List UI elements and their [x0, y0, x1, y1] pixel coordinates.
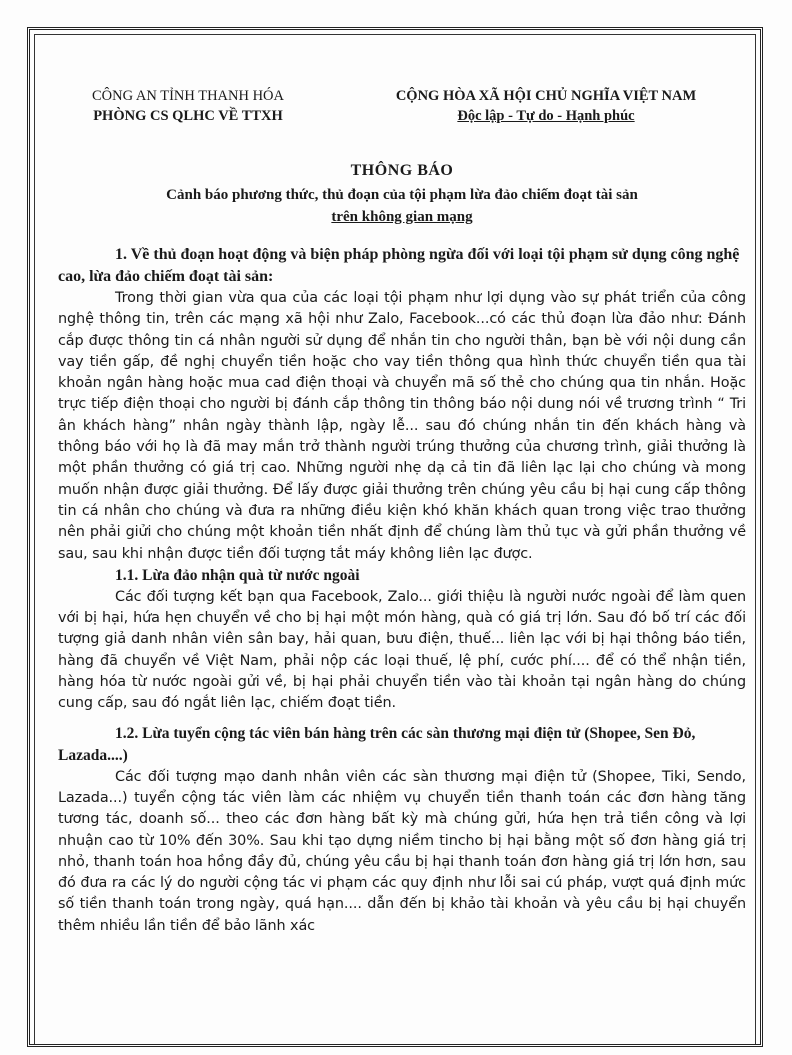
national-heading	[346, 86, 746, 126]
department-name: PHÒNG CS QLHC VỀ TTXH	[93, 108, 283, 124]
document-title: THÔNG BÁO	[350, 162, 454, 179]
agency-name: CÔNG AN TỈNH THANH HÓA	[92, 88, 284, 104]
national-motto: Độc lập - Tự do - Hạnh phúc	[457, 108, 635, 124]
document-header	[58, 86, 746, 126]
document-subtitle	[58, 184, 746, 228]
issuing-agency	[58, 86, 318, 126]
document-body	[58, 86, 746, 937]
section-1-2-paragraph: Các đối tượng mạo danh nhân viên các sàn thương mại điện tử (Shopee, Tiki, Sendo, Lazada...) tuyển cộng tác viên làm các nhiệm vụ chuyển tiền thanh toán các đơn hàng tăng tương tác, doanh số... theo các đơn hàng bất kỳ mà chúng gửi, hứa hẹn trả tiền công và lợi nhuận cao từ 10% đến 30%. Sau khi tạo dựng niềm tincho bị hại bằng một số đơn hàng giá trị nhỏ, thanh toán hoa hồng đầy đủ, chúng yêu cầu bị hại thanh toán đơn hàng giá trị lớn hơn, sau đó đưa ra các lý do người cộng tác vi phạm các quy định như lỗi sai cú pháp, vượt quá định mức số tiền thanh toán trong ngày, quá hạn.... dẫn đến bị khảo tài khoản và yêu cầu bị hại chuyển thêm nhiều lần tiền để bảo lãnh xác	[58, 768, 746, 934]
subtitle-line-2: trên không gian mạng	[331, 209, 473, 225]
subtitle-line-1: Cảnh báo phương thức, thủ đoạn của tội phạm lừa đảo chiếm đoạt tài sản	[166, 187, 638, 203]
section-1-2-heading: 1.2. Lừa tuyển cộng tác viên bán hàng trên các sàn thương mại điện tử (Shopee, Sen Đỏ, Lazada....)	[58, 724, 696, 764]
section-1-1-paragraph: Các đối tượng kết bạn qua Facebook, Zalo... giới thiệu là người nước ngoài để làm quen với bị hại, hứa hẹn chuyển về cho bị hại một món hàng, quà có giá trị lớn. Sau đó bố trí các đối tượng giả danh nhân viên sân bay, hải quan, bưu điện, thuế... liên lạc với bị hại thông báo tiền, hàng đã chuyển về Việt Nam, phải nộp các loại thuế, lệ phí, cước phí.... để có thể nhận tiền, hàng hóa từ nước ngoài gửi về, bị hại phải chuyển tiền vào tài khoản tại ngân hàng do chúng cung cấp, sau đó ngắt liên lạc, chiếm đoạt tiền.	[58, 588, 746, 712]
country-name: CỘNG HÒA XÃ HỘI CHỦ NGHĨA VIỆT NAM	[395, 88, 697, 104]
section-1-heading: 1. Về thủ đoạn hoạt động và biện pháp phòng ngừa đối với loại tội phạm sử dụng công nghệ cao, lừa đảo chiếm đoạt tài sản:	[58, 246, 740, 285]
section-1-paragraph: Trong thời gian vừa qua của các loại tội phạm như lợi dụng vào sự phát triển của công nghệ thông tin, trên các mạng xã hội như Zalo, Facebook...có các thủ đoạn lừa đảo như: Đánh cắp được thông tin cá nhân người sử dụng để nhắn tin cho người thân, bạn bè với nội dung cần vay tiền gấp, đề nghị chuyển tiền hoặc cho vay tiền thông qua hình thức chuyển tiền qua tài khoản ngân hàng hoặc mua cad điện thoại và chuyển mã số thẻ cho chúng qua tin nhắn. Hoặc trực tiếp điện thoại cho người bị đánh cắp thông tin thông báo nội dung nói về trương trình “ Tri ân khách hàng” nhân ngày thành lập, ngày lễ... sau đó chúng nhắn tin đến khách hàng và thông báo với họ là đã may mắn trở thành người trúng thưởng của chương trình, giải thưởng là một phần thưởng có giá trị cao. Những người nhẹ dạ cả tin đã liên lạc lại cho chúng và mong muốn nhận được giải thưởng. Để lấy được giải thưởng trên chúng yêu cầu bị hại cung cấp thông tin cá nhân cho chúng và đưa ra những điều kiện khó khăn khách quan trong việc trao thưởng nên phải giửi cho chúng một khoản tiền nhất định để chúng làm thủ tục và gửi phần thưởng về sau, sau khi nhận được tiền đối tượng tắt máy không liên lạc được.	[58, 290, 746, 562]
section-1-1-heading: 1.1. Lừa đảo nhận quà từ nước ngoài	[115, 566, 360, 584]
